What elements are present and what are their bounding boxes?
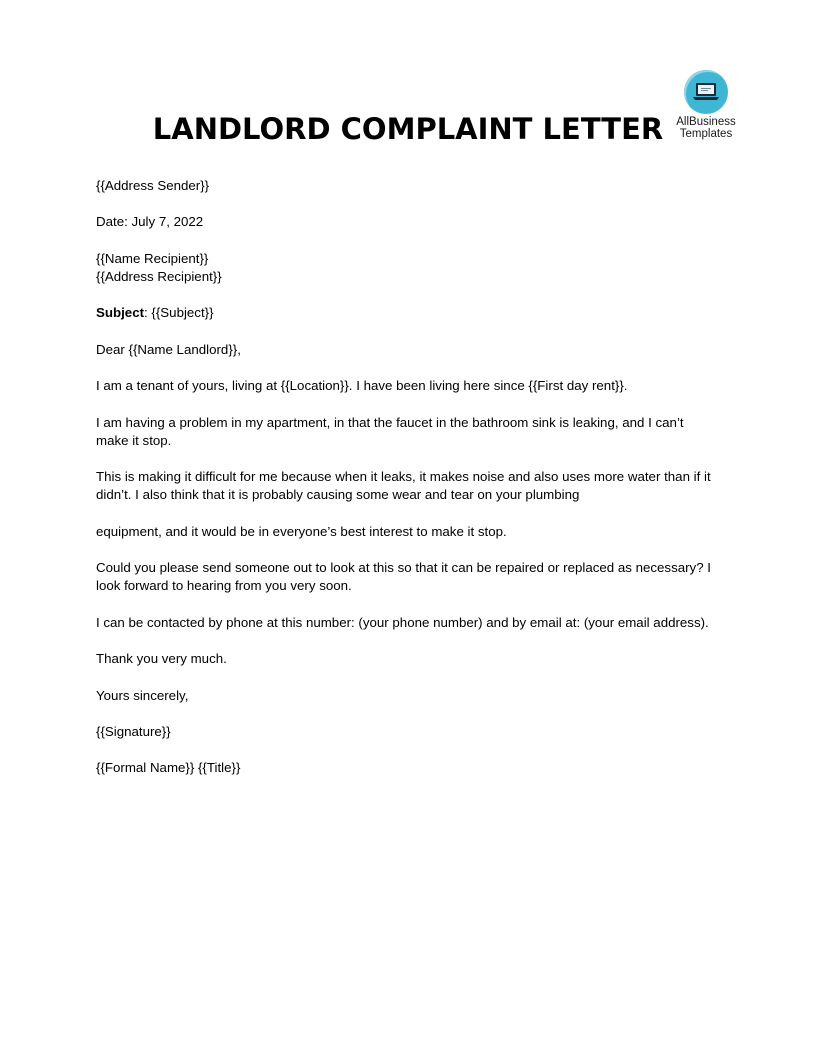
recipient-address: {{Address Recipient}}: [96, 268, 222, 284]
salutation: Dear {{Name Landlord}},: [96, 341, 241, 357]
paragraph-3: [96, 468, 736, 504]
paragraph-2-line-1: I am having a problem in my apartment, in that the faucet in the bathroom sink is leaking, and I can’t: [96, 414, 684, 430]
letter-date: Date: July 7, 2022: [96, 214, 204, 230]
paragraph-5: [96, 559, 736, 595]
paragraph-5-line-1: Could you please send someone out to look at this so that it can be repaired or replaced as necessary? I: [96, 560, 711, 576]
letter-body: [96, 177, 736, 796]
paragraph-5-line-2: look forward to hearing from you very soon.: [96, 578, 352, 594]
closing: Yours sincerely,: [96, 687, 189, 703]
formal-name-title: {{Formal Name}} {{Title}}: [96, 760, 241, 776]
paragraph-6: I can be contacted by phone at this number: (your phone number) and by email at: (your email address).: [96, 614, 709, 630]
recipient-name: {{Name Recipient}}: [96, 250, 209, 266]
subject-line: [96, 304, 736, 322]
paragraph-3-line-1: This is making it difficult for me because when it leaks, it makes noise and also uses more water than if it: [96, 469, 711, 485]
paragraph-1: I am a tenant of yours, living at {{Location}}. I have been living here since {{First day rent}}.: [96, 378, 628, 394]
laptop-icon: [684, 70, 728, 114]
sender-address: {{Address Sender}}: [96, 178, 210, 193]
paragraph-2: [96, 414, 736, 450]
paragraph-4: equipment, and it would be in everyone’s best interest to make it stop.: [96, 523, 507, 539]
recipient-block: [96, 250, 736, 286]
brand-line-2: Templates: [679, 128, 733, 140]
subject-value: : {{Subject}}: [144, 305, 214, 321]
subject-label: Subject: [96, 305, 145, 321]
page-title: LANDLORD COMPLAINT LETTER: [152, 112, 664, 146]
signature: {{Signature}}: [96, 723, 171, 739]
brand-line-1: AllBusiness: [676, 116, 736, 128]
paragraph-3-line-2: didn’t. I also think that it is probably causing some wear and tear on your plumbing: [96, 487, 580, 503]
paragraph-2-line-2: make it stop.: [96, 432, 172, 448]
thanks-line: Thank you very much.: [96, 651, 227, 667]
